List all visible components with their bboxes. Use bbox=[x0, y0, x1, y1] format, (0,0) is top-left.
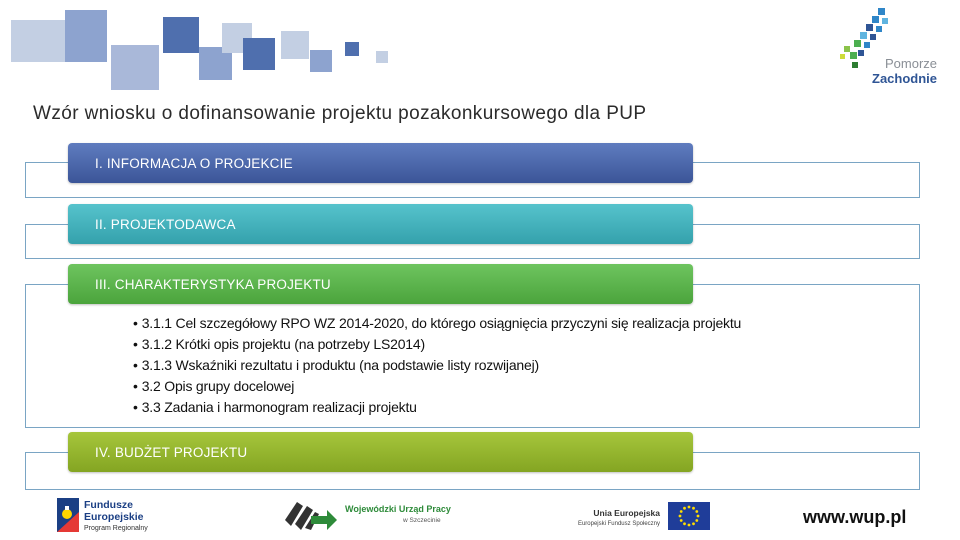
wup-line-2: w Szczecinie bbox=[403, 517, 441, 524]
section-2-header: II. PROJEKTODAWCA bbox=[68, 204, 693, 244]
decor-square bbox=[111, 45, 159, 90]
unia-europejska-logo bbox=[572, 498, 712, 534]
decor-square bbox=[65, 10, 107, 62]
fe-line-1: Fundusze bbox=[84, 499, 133, 511]
ue-line-2: Europejski Fundusz Społeczny bbox=[577, 521, 660, 527]
wup-logo bbox=[283, 496, 483, 536]
decor-square bbox=[376, 51, 388, 63]
fe-line-2: Europejskie bbox=[84, 511, 144, 523]
zachodnie-label: Zachodnie bbox=[872, 71, 938, 86]
pomorze-zachodnie-logo bbox=[838, 6, 958, 86]
decor-square bbox=[163, 17, 199, 53]
eu-flag-icon bbox=[668, 502, 710, 530]
section-3-header: III. CHARAKTERYSTYKA PROJEKTU bbox=[68, 264, 693, 304]
list-item: • 3.1.2 Krótki opis projektu (na potrzeby LS2014) bbox=[133, 334, 741, 355]
section-3-item-list bbox=[133, 313, 741, 418]
ue-line-1: Unia Europejska bbox=[593, 508, 660, 518]
list-item: • 3.2 Opis grupy docelowej bbox=[133, 376, 741, 397]
section-1-header: I. INFORMACJA O PROJEKCIE bbox=[68, 143, 693, 183]
list-item: • 3.1.3 Wskaźniki rezultatu i produktu (na podstawie listy rozwijanej) bbox=[133, 355, 741, 376]
website-link[interactable]: www.wup.pl bbox=[803, 507, 907, 527]
wup-emblem-icon bbox=[283, 496, 339, 532]
section-4-header: IV. BUDŻET PROJEKTU bbox=[68, 432, 693, 472]
fundusze-europejskie-logo bbox=[55, 496, 175, 536]
fundusze-europejskie-emblem-icon bbox=[55, 496, 83, 536]
decor-square bbox=[243, 38, 275, 70]
list-item: • 3.1.1 Cel szczegółowy RPO WZ 2014-2020, do którego osiągnięcia przyczyni się realizacja projektu bbox=[133, 313, 741, 334]
decor-square bbox=[345, 42, 359, 56]
wup-line-1: Wojewódzki Urząd Pracy bbox=[345, 504, 451, 514]
pomorze-label: Pomorze bbox=[884, 56, 938, 71]
page-title: Wzór wniosku o dofinansowanie projektu pozakonkursowego dla PUP bbox=[33, 103, 647, 124]
fe-line-3: Program Regionalny bbox=[84, 525, 148, 532]
decor-square bbox=[310, 50, 332, 72]
list-item: • 3.3 Zadania i harmonogram realizacji projektu bbox=[133, 397, 741, 418]
decor-square bbox=[281, 31, 309, 59]
